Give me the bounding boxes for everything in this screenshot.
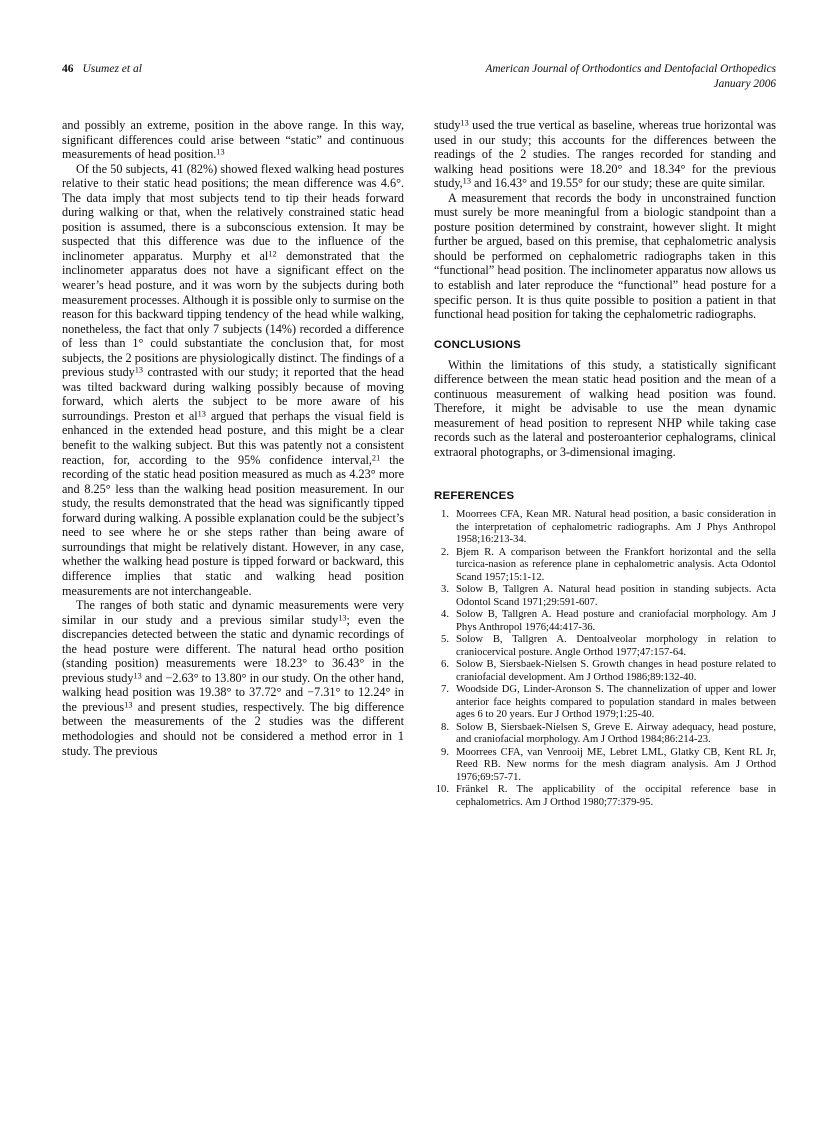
reference-text: Solow B, Tallgren A. Natural head position in standing subjects. Acta Odontol Scand 1971;29:591-607.	[456, 584, 776, 608]
citation-superscript: 13	[462, 176, 471, 186]
page-number: 46	[62, 63, 74, 75]
running-header-authors: Usumez et al	[82, 63, 142, 75]
citation-superscript: 13	[197, 409, 206, 419]
reference-number: 5.	[441, 634, 449, 646]
reference-number: 8.	[441, 721, 449, 733]
reference-text: Solow B, Siersbaek-Nielsen S, Greve E. Airway adequacy, head posture, and craniofacial morphology. Am J Orthod 1984;86:214-23.	[456, 721, 776, 746]
reference-text: Fränkel R. The applicability of the occipital reference base in cephalometrics. Am J Orthod 1980;77:379-95.	[456, 784, 776, 808]
reference-item	[434, 509, 776, 547]
reference-item	[434, 634, 776, 659]
reference-item	[434, 609, 776, 634]
reference-item	[434, 784, 776, 809]
reference-number: 10.	[435, 784, 449, 796]
citation-superscript: 21	[371, 453, 381, 463]
reference-list	[434, 509, 776, 809]
reference-text: Solow B, Tallgren A. Head posture and craniofacial morphology. Am J Phys Anthropol 1976;44:417-36.	[456, 609, 776, 633]
reference-item	[434, 584, 776, 609]
citation-superscript: 13	[134, 365, 144, 375]
reference-item	[434, 747, 776, 785]
citation-superscript: 13	[216, 147, 225, 157]
reference-number: 2.	[441, 546, 449, 558]
paragraph: The ranges of both static and dynamic measurements were very similar in our study and a previous similar study$^{13}$; even the discrepancies detected between the static and dynamic recordings of the head posture were different. The natural head ortho position (standing position) measurements were 18.23° to 36.43° in the previous study$^{13}$ and −2.63° to 13.80° in our study. On the other hand, walking head position was 19.38° to 37.72° and −7.31° to 12.24° in the previous$^{13}$ and present studies, respectively. The big difference between the measurements of the 2 studies was the different methodologies and should not be considered a method error in 1 study. The previous	[62, 598, 404, 758]
paragraph: Of the 50 subjects, 41 (82%) showed flexed walking head postures relative to their static head positions; the mean difference was 4.6°. The data imply that most subjects tend to tip their heads forward during walking or that, when the relatively constrained static head position is assumed, there is a subconscious extension. It may be suspected that this difference was due to the influence of the inclinometer apparatus. Murphy et $al^{12}$ demonstrated that the inclinometer apparatus does not have a significant effect on the wearer’s head posture, and it was worn by the subjects during both measurement processes. Although it is possible only to surmise on the reason for this backward tipping tendency of the head while walking, nonetheless, the fact that only 7 subjects (14%) recorded a difference of less than 1° could substantiate the conclusion that, for most subjects, the 2 positions are physiologically distinct. The findings of a previous study$^{13}$ contrasted with our study; it reported that the head was tilted backward during walking possibly because of moving forward, which alerts the subject to be more aware of his surroundings. Preston et $al^{13}$ argued that perhaps the visual field is enhanced in the extended head posture, and this might be a clear benefit to the walking subject. But this was patently not a consistent reaction, for, according to the 95% confidence interval,$^{21}$ the recording of the static head position measured as much as 4.23° more and 8.25° less than the walking head position measurement. In our study, the results demonstrated that the head was significantly tipped forward during walking. A possible explanation could be the subject’s need to see where he or she steps rather than being aware of surroundings that might be relatively distant. However, in any case, whether the walking head posture is tipped forward or backward, this difference implies that static and walking head position measurements are not interchangeable.	[62, 161, 405, 598]
paragraph: Within the limitations of this study, a statistically significant difference between the mean static head position and the mean of a continuous measurement of walking head position was found. Therefore, it might be advisable to use the mean dynamic measurement of head position to represent NHP while taking case records such as the lateral and posteroanterior cephalograms, clinical extraoral photographs, or 3-dimensional imaging.	[434, 357, 776, 459]
reference-text: Solow B, Siersbaek-Nielsen S. Growth changes in head posture related to craniofacial development. Am J Orthod 1986;89:132-40.	[456, 659, 776, 683]
journal-title: American Journal of Orthodontics and Dentofacial Orthopedics	[485, 63, 776, 75]
left-column	[62, 118, 404, 809]
reference-item	[434, 659, 776, 684]
citation-superscript: 12	[268, 249, 277, 259]
citation-superscript: 13	[338, 613, 347, 623]
reference-number: 1.	[441, 509, 449, 521]
reference-item	[434, 547, 776, 585]
section-heading-conclusions: CONCLUSIONS	[434, 338, 521, 351]
issue-date: January 2006	[713, 77, 776, 90]
reference-number: 7.	[441, 684, 449, 696]
body-columns	[62, 118, 776, 809]
reference-item	[434, 684, 776, 722]
citation-superscript: 13	[460, 118, 469, 128]
paragraph-continuation: study$^{13}$ used the true vertical as baseline, whereas true horizontal was used in our study; this accounts for the differences between the readings of the 2 studies. The ranges recorded for standing and walking head positions were 18.20° and 18.34° for the previous study,$^{13}$ and 16.43° and 19.55° for our study; these are quite similar.	[434, 118, 776, 191]
reference-number: 3.	[441, 584, 449, 596]
reference-text: Moorrees CFA, Kean MR. Natural head position, a basic consideration in the interpretation of cephalometric radiographs. Am J Phys Anthropol 1958;16:213-34.	[456, 509, 776, 546]
reference-text: Moorrees CFA, van Venrooij ME, Lebret LML, Glatky CB, Kent RL Jr, Reed RB. New norms for the mesh diagram analysis. Am J Orthod 1976;69:57-71.	[456, 746, 776, 783]
reference-text: Bjem R. A comparison between the Frankfort horizontal and the sella turcica-nasion as reference plane in cephalometric analysis. Acta Odontol Scand 1957;15:1-12.	[456, 546, 776, 583]
running-header-left	[62, 62, 142, 76]
paragraph: A measurement that records the body in unconstrained function must surely be more meaningful from a biologic standpoint than a posture position determined by constraint, however slight. It might further be argued, based on this premise, that cephalometric analysis should be performed on cephalometric radiographs taken in this “functional” head position. The inclinometer apparatus now allows us to establish and later reproduce the “functional” head posture for a specific person. It is thus quite possible to position a patient in that functional head position for taking the cephalometric radiographs.	[434, 190, 776, 322]
reference-number: 4.	[441, 609, 449, 621]
citation-superscript: 13	[133, 671, 142, 681]
running-header	[62, 62, 776, 91]
reference-number: 6.	[441, 659, 449, 671]
right-column	[434, 118, 776, 809]
reference-text: Solow B, Tallgren A. Dentoalveolar morphology in relation to craniocervical posture. Angle Orthod 1977;47:157-64.	[456, 634, 776, 658]
paragraph-continuation: and possibly an extreme, position in the above range. In this way, significant differences could arise between “static” and continuous measurements of head position.$^{13}$	[62, 118, 404, 162]
citation-superscript: 13	[124, 700, 133, 710]
reference-text: Woodside DG, Linder-Aronson S. The channelization of upper and lower anterior face heights compared to population standard in males between ages 6 to 20 years. Eur J Orthod 1979;1:25-40.	[456, 684, 776, 721]
running-header-right	[485, 62, 776, 91]
reference-item	[434, 722, 776, 747]
reference-number: 9.	[441, 746, 449, 758]
section-heading-references: REFERENCES	[434, 490, 515, 503]
